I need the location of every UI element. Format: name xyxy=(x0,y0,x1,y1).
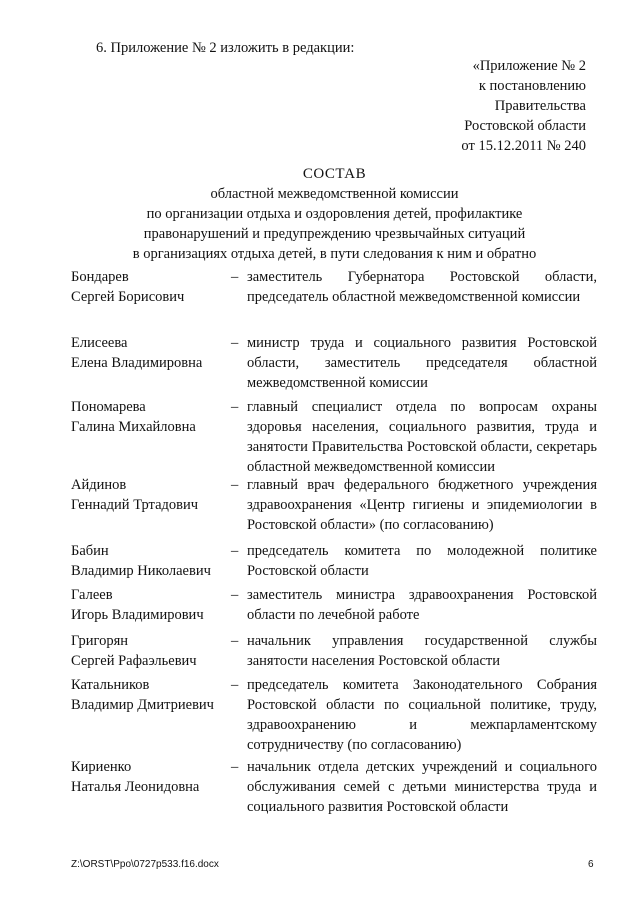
member-role: заместитель Губернатора Ростовской области, председатель областной межведомственной комиссии xyxy=(247,269,597,305)
dash-separator: – xyxy=(231,399,239,415)
member-given-name: Геннадий Тртадович xyxy=(71,497,199,513)
member-surname: Кириенко xyxy=(71,759,132,775)
appendix-ref-line: к постановлению xyxy=(478,78,586,94)
member-given-name: Игорь Владимирович xyxy=(71,607,204,623)
dash-separator: – xyxy=(231,269,239,285)
member-surname: Пономарева xyxy=(71,399,146,415)
member-given-name: Сергей Борисович xyxy=(71,289,185,305)
member-given-name: Владимир Николаевич xyxy=(71,563,211,579)
member-name xyxy=(71,267,231,307)
member-name xyxy=(71,541,231,581)
title-line: по организации отдыха и оздоровления детей, профилактике xyxy=(146,206,523,222)
member-given-name: Наталья Леонидовна xyxy=(71,779,200,795)
member-surname: Бабин xyxy=(71,543,109,559)
appendix-reference xyxy=(400,56,586,156)
member-surname: Бондарев xyxy=(71,269,129,285)
member-name xyxy=(71,475,231,515)
dash-separator: – xyxy=(231,633,239,649)
amendment-intro: 6. Приложение № 2 изложить в редакции: xyxy=(96,40,355,56)
member-name xyxy=(71,631,231,671)
title-line: правонарушений и предупреждению чрезвычайных ситуаций xyxy=(143,226,526,242)
appendix-ref-line: Правительства xyxy=(494,98,586,114)
appendix-ref-line: «Приложение № 2 xyxy=(472,58,586,74)
title-line: в организациях отдыха детей, в пути следования к ним и обратно xyxy=(132,246,537,262)
footer-page-number: 6 xyxy=(588,859,594,870)
member-name xyxy=(71,757,231,797)
member-surname: Григорян xyxy=(71,633,128,649)
member-role: начальник отдела детских учреждений и социального обслуживания семей с детьми министерства труда и социального развития Ростовской области xyxy=(247,759,597,815)
dash-separator: – xyxy=(231,335,239,351)
member-role: заместитель министра здравоохранения Ростовской области по лечебной работе xyxy=(247,587,597,623)
appendix-ref-line: от 15.12.2011 № 240 xyxy=(461,138,586,154)
commission-title xyxy=(82,164,587,264)
member-name xyxy=(71,585,231,625)
member-surname: Айдинов xyxy=(71,477,127,493)
dash-separator: – xyxy=(231,477,239,493)
member-given-name: Елена Владимировна xyxy=(71,355,203,371)
dash-separator: – xyxy=(231,759,239,775)
member-role: председатель комитета по молодежной политике Ростовской области xyxy=(247,543,597,579)
member-name xyxy=(71,675,231,715)
member-name xyxy=(71,397,231,437)
member-role: главный врач федерального бюджетного учреждения здравоохранения «Центр гигиены и эпидемиологии в Ростовской области» (по согласованию) xyxy=(247,477,597,533)
footer-file-path: Z:\ORST\Ppo\0727p533.f16.docx xyxy=(71,859,219,870)
title-line: областной межведомственной комиссии xyxy=(210,186,459,202)
member-surname: Катальников xyxy=(71,677,150,693)
dash-separator: – xyxy=(231,543,239,559)
dash-separator: – xyxy=(231,677,239,693)
member-surname: Галеев xyxy=(71,587,113,603)
member-role: главный специалист отдела по вопросам охраны здоровья населения, социального развития, труда и занятости Правительства Ростовской области, секретарь областной межведомственной комиссии xyxy=(247,399,597,475)
member-surname: Елисеева xyxy=(71,335,128,351)
title-heading: СОСТАВ xyxy=(302,166,367,182)
member-role: начальник управления государственной службы занятости населения Ростовской области xyxy=(247,633,597,669)
member-given-name: Владимир Дмитриевич xyxy=(71,697,214,713)
dash-separator: – xyxy=(231,587,239,603)
member-name xyxy=(71,333,231,373)
member-given-name: Галина Михайловна xyxy=(71,419,196,435)
appendix-ref-line: Ростовской области xyxy=(464,118,586,134)
member-given-name: Сергей Рафаэльевич xyxy=(71,653,197,669)
member-role: министр труда и социального развития Ростовской области, заместитель председателя областной межведомственной комиссии xyxy=(247,335,597,391)
member-role: председатель комитета Законодательного Собрания Ростовской области по социальной политике, труду, здравоохранению и межпарламентскому сотрудничеству (по согласованию) xyxy=(247,677,597,753)
